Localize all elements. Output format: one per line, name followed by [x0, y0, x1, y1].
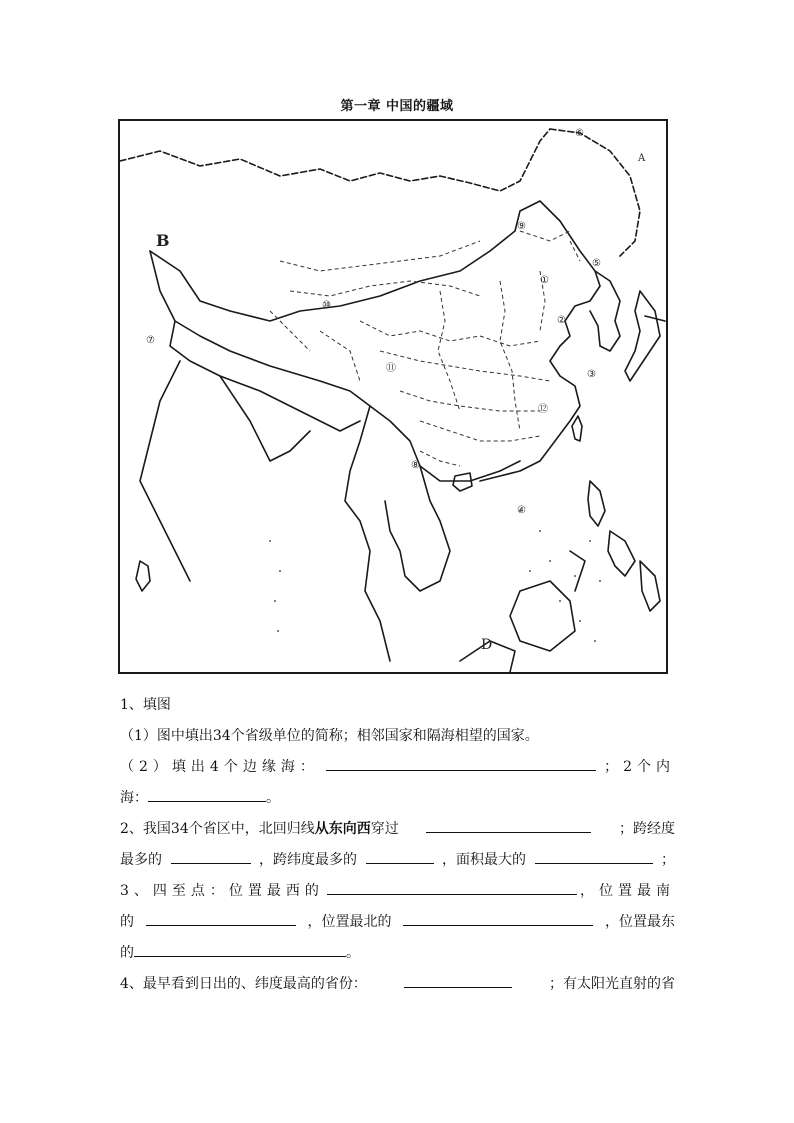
map-label-D: D: [481, 637, 493, 653]
answer-blank-easternmost[interactable]: [134, 938, 346, 957]
q1-part1-text: （1）图中填出34个省级单位的简称；相邻国家和隔海相望的国家。: [120, 728, 539, 744]
page-title: 第一章 中国的疆域: [340, 99, 454, 114]
q2-largest-area: ，面积最大的: [442, 852, 526, 868]
q3-line1: [120, 876, 675, 907]
map-label-9: ⑨: [517, 221, 526, 232]
map-outline-drawing: [120, 121, 666, 672]
q2-most-latitude: ，跨纬度最多的: [259, 852, 357, 868]
q1-part2-prefix: （2）填出4个边缘海：: [120, 759, 319, 775]
answer-blank-westernmost[interactable]: [327, 876, 577, 895]
q2-line2: [120, 845, 675, 876]
q1-heading: [120, 690, 675, 721]
map-label-A: A: [638, 153, 646, 164]
answer-blank-northernmost[interactable]: [403, 907, 593, 926]
q4-direct-sun: ；有太阳光直射的省: [549, 976, 675, 992]
map-label-7: ⑦: [146, 335, 155, 346]
map-label-3: ③: [587, 369, 596, 380]
q1-part2-suffix: ；2个内: [604, 759, 675, 775]
q1-part2-line1: [120, 752, 675, 783]
answer-blank-inner-seas[interactable]: [148, 783, 266, 802]
map-label-4: ④: [517, 505, 526, 516]
q2-most-longitude: 最多的: [120, 852, 162, 868]
q3-easternmost-label: ，位置最东: [605, 914, 675, 930]
q3-northernmost-label: ，位置最北的: [307, 914, 392, 930]
answer-blank-most-latitude[interactable]: [366, 845, 434, 864]
q2-prefix: 2、我国34个省区中，北回归线: [120, 821, 315, 837]
q3-line2: [120, 907, 675, 938]
q1-part2-inner-sea-label: 海：: [120, 790, 148, 806]
q3-of-east: 的: [120, 945, 134, 961]
china-territory-map: [118, 119, 668, 674]
map-label-1: ①: [540, 275, 549, 286]
q2-line1: [120, 814, 675, 845]
map-label-2: ②: [557, 315, 566, 326]
q1-part1: [120, 721, 675, 752]
question-section: [120, 690, 675, 1000]
answer-blank-most-longitude[interactable]: [171, 845, 251, 864]
answer-blank-earliest-sunrise[interactable]: [404, 969, 512, 988]
map-label-B: B: [156, 231, 170, 250]
q2-longitude: ；跨经度: [618, 821, 675, 837]
answer-blank-marginal-seas[interactable]: [326, 752, 596, 771]
map-label-5: ⑤: [592, 258, 601, 269]
q3-prefix: 3、四至点：位置最西的: [120, 883, 324, 899]
q3-end: 。: [346, 945, 360, 961]
map-label-10: ⑩: [322, 300, 331, 311]
q2-through: 穿过: [370, 821, 399, 837]
q2-end: ；: [661, 852, 675, 868]
map-label-12: ⑫: [538, 404, 548, 415]
q2-bold-text: 从东向西: [314, 821, 371, 837]
answer-blank-southernmost[interactable]: [146, 907, 296, 926]
answer-blank-tropic-provinces[interactable]: [426, 814, 591, 833]
q1-part2-end: 。: [266, 790, 280, 806]
map-label-8: ⑧: [411, 460, 420, 471]
answer-blank-largest-area[interactable]: [535, 845, 653, 864]
map-label-11: ⑪: [386, 363, 396, 374]
q4-prefix: 4、最早看到日出的、纬度最高的省份：: [120, 976, 367, 992]
q3-southernmost-label: ，位置最南: [579, 883, 675, 899]
q4-line1: [120, 969, 675, 1000]
q1-heading-text: 1、填图: [120, 697, 171, 713]
q1-part2-line2: [120, 783, 675, 814]
map-label-6: ⑥: [575, 128, 584, 139]
q3-line3: [120, 938, 675, 969]
q3-of: 的: [120, 914, 134, 930]
